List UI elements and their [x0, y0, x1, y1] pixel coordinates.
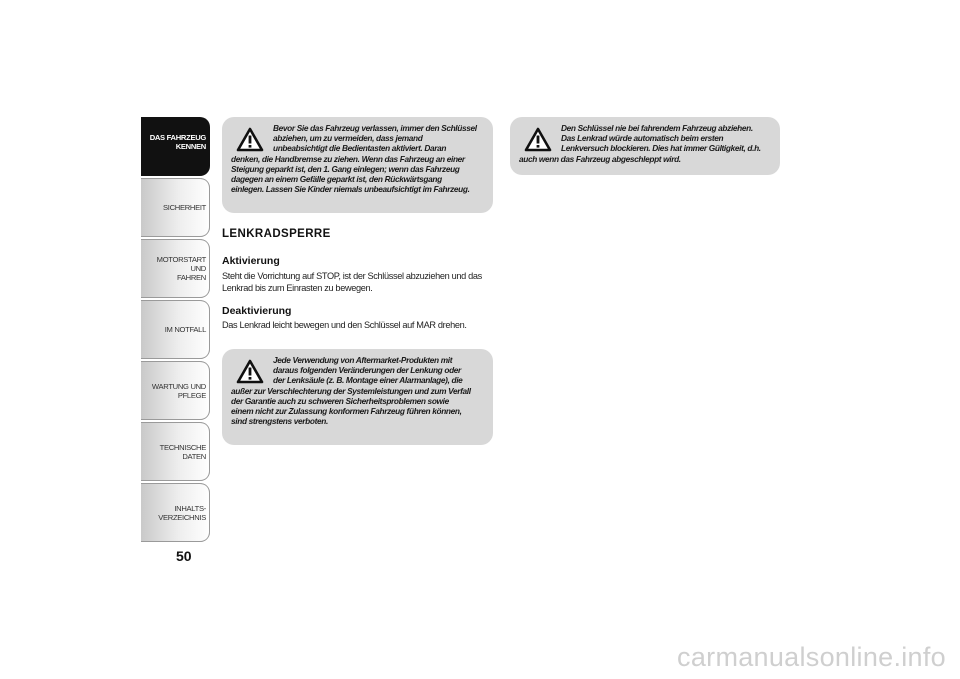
- warning-line: Den Schlüssel nie bei fahrendem Fahrzeug abziehen.: [561, 123, 753, 133]
- warning-line: Jede Verwendung von Aftermarket-Produkten mit: [273, 355, 453, 365]
- tab-label: MOTORSTART UND FAHREN: [156, 255, 206, 282]
- warning-text: [231, 123, 485, 194]
- section-title: LENKRADSPERRE: [222, 228, 331, 240]
- text-line: Das Lenkrad leicht bewegen und den Schlüssel auf MAR drehen.: [222, 320, 467, 330]
- warning-line: denken, die Handbremse zu ziehen. Wenn das Fahrzeug an einer: [231, 153, 465, 164]
- tab-inhaltsverzeichnis[interactable]: [141, 483, 210, 542]
- tab-im-notfall[interactable]: [141, 300, 210, 359]
- warning-line: außer zur Verschlechterung der Systemleistungen und zum Verfall: [231, 385, 471, 396]
- warning-line: der Lenksäule (z. B. Montage einer Alarmanlage), die: [273, 375, 463, 386]
- activation-text: [222, 271, 482, 294]
- warning-line: daraus folgenden Veränderungen der Lenkung oder: [273, 365, 461, 376]
- warning-triangle-icon: [524, 127, 552, 152]
- warning-text: [231, 355, 485, 426]
- activation-heading: Aktivierung: [222, 255, 280, 267]
- chapter-sidebar: [141, 117, 210, 544]
- warning-line: Lenkversuch blockieren. Dies hat immer Gültigkeit, d.h.: [561, 143, 761, 154]
- tab-sicherheit[interactable]: [141, 178, 210, 237]
- warning-triangle-icon: [236, 359, 264, 384]
- warning-box-key-removal: [510, 117, 780, 175]
- warning-line: Steigung geparkt ist, den 1. Gang einlegen; wenn das Fahrzeug: [231, 163, 460, 174]
- text-line: Steht die Vorrichtung auf STOP, ist der Schlüssel abzuziehen und das: [222, 271, 482, 281]
- warning-line: dagegen an einem Gefälle geparkt ist, den Rückwärtsgang: [231, 174, 442, 185]
- tab-label: TECHNISCHE DATEN: [159, 442, 206, 461]
- warning-line: auch wenn das Fahrzeug abgeschleppt wird.: [519, 153, 681, 164]
- warning-line: einlegen. Lassen Sie Kinder niemals unbeaufsichtigt im Fahrzeug.: [231, 184, 470, 195]
- tab-label: INHALTS- VERZEICHNIS: [158, 503, 206, 522]
- warning-line: einem nicht zur Zulassung konformen Fahrzeug führen können,: [231, 406, 462, 417]
- tab-motorstart-und-fahren[interactable]: [141, 239, 210, 298]
- watermark: carmanualsonline.info: [677, 642, 946, 672]
- warning-text: [519, 123, 772, 164]
- deactivation-heading: Deaktivierung: [222, 305, 292, 317]
- warning-triangle-icon: [236, 127, 264, 152]
- warning-line: unbeabsichtigt die Bedientasten aktiviert. Daran: [273, 143, 447, 154]
- warning-line: der Garantie auch zu schweren Sicherheitsproblemen sowie: [231, 395, 449, 406]
- tab-label: DAS FAHRZEUG KENNEN: [149, 133, 206, 151]
- page-number: 50: [176, 548, 192, 564]
- text-line: Lenkrad bis zum Einrasten zu bewegen.: [222, 282, 373, 293]
- warning-line: Bevor Sie das Fahrzeug verlassen, immer den Schlüssel: [273, 123, 477, 133]
- warning-box-parking: [222, 117, 493, 213]
- warning-line: Das Lenkrad würde automatisch beim ersten: [561, 133, 724, 144]
- tab-das-fahrzeug-kennen[interactable]: [141, 117, 210, 176]
- tab-label: IM NOTFALL: [164, 325, 206, 334]
- warning-line: abziehen, um zu vermeiden, dass jemand: [273, 133, 423, 144]
- tab-technische-daten[interactable]: [141, 422, 210, 481]
- tab-label: SICHERHEIT: [163, 203, 206, 212]
- warning-line: sind strengstens verboten.: [231, 416, 328, 427]
- warning-box-aftermarket: [222, 349, 493, 445]
- tab-wartung-und-pflege[interactable]: [141, 361, 210, 420]
- deactivation-text: [222, 320, 467, 332]
- tab-label: WARTUNG UND PFLEGE: [151, 381, 206, 400]
